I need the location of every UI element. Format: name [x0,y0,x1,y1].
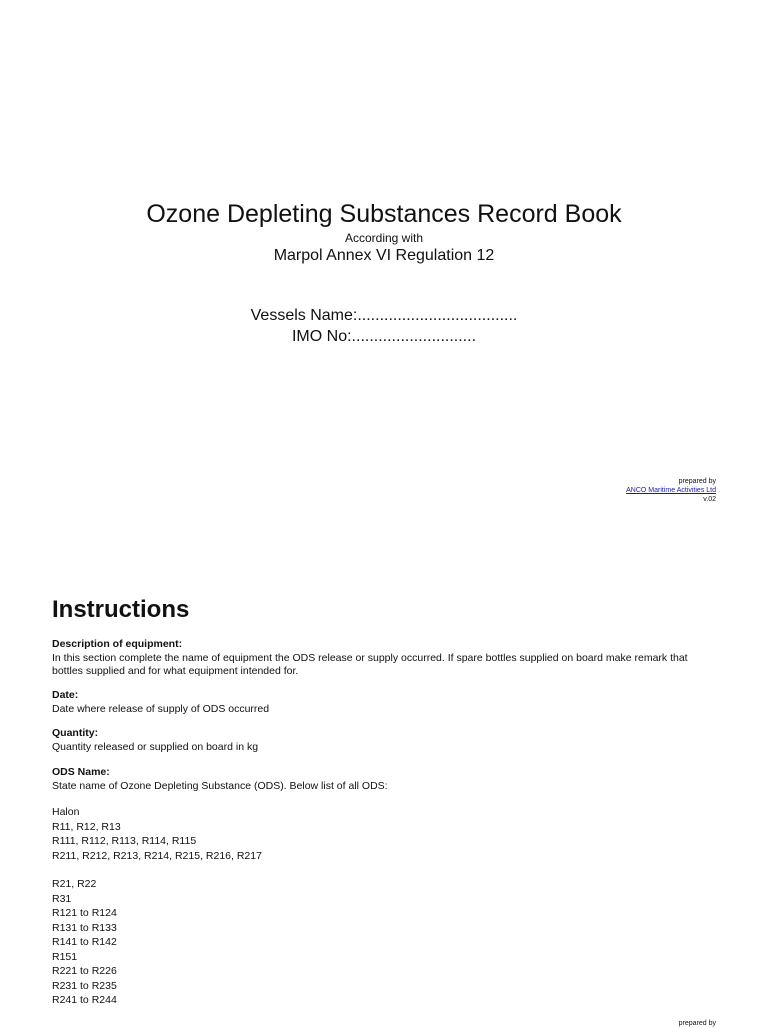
version-text: v.02 [703,496,716,503]
list-item: R31 [52,892,72,905]
company-link[interactable]: ANCO Maritime Activities Ltd [626,487,716,494]
date-text: Date where release of supply of ODS occurred [52,702,270,715]
date-section [52,689,716,716]
list-item: R241 to R244 [52,994,117,1006]
quantity-section [52,727,716,754]
list-item: R11, R12, R13 [52,820,121,833]
ods-name-section [52,766,716,793]
imo-number-field: IMO No:............................ [291,328,477,345]
list-item: R21, R22 [52,878,97,890]
ods-name-text: State name of Ozone Depleting Substance (ODS). Below list of all ODS: [52,779,388,792]
date-label: Date: [52,689,79,701]
list-item: R231 to R235 [52,979,117,992]
vessel-name-field: Vessels Name:.................................... [250,307,518,324]
equipment-section [52,638,716,679]
list-item: R151 [52,950,78,963]
ods-name-label: ODS Name: [52,766,110,778]
according-with-text: According with [344,231,424,245]
footer-prepared-by: prepared by [678,1020,716,1027]
quantity-text: Quantity released or supplied on board in kg [52,740,259,753]
regulation-text: Marpol Annex VI Regulation 12 [273,247,495,264]
ods-list [52,805,262,1008]
list-item: R141 to R142 [52,936,117,948]
document-title: Ozone Depleting Substances Record Book [146,200,622,228]
instructions-heading: Instructions [52,596,190,623]
list-item: R131 to R133 [52,921,117,934]
prepared-by-text: prepared by [678,478,716,485]
equipment-text: In this section complete the name of equipment the ODS release or supply occurred. If spare bottles supplied on board make remark that bottles supplied and for what equipment intended for. [52,651,688,677]
list-item: R221 to R226 [52,965,117,977]
list-item: R111, R112, R113, R114, R115 [52,835,197,847]
list-item: R121 to R124 [52,907,117,919]
list-item: Halon [52,806,80,818]
equipment-label: Description of equipment: [52,638,183,650]
quantity-label: Quantity: [52,727,99,739]
list-item: R211, R212, R213, R214, R215, R216, R217 [52,849,262,862]
prepared-by-block [626,477,716,504]
